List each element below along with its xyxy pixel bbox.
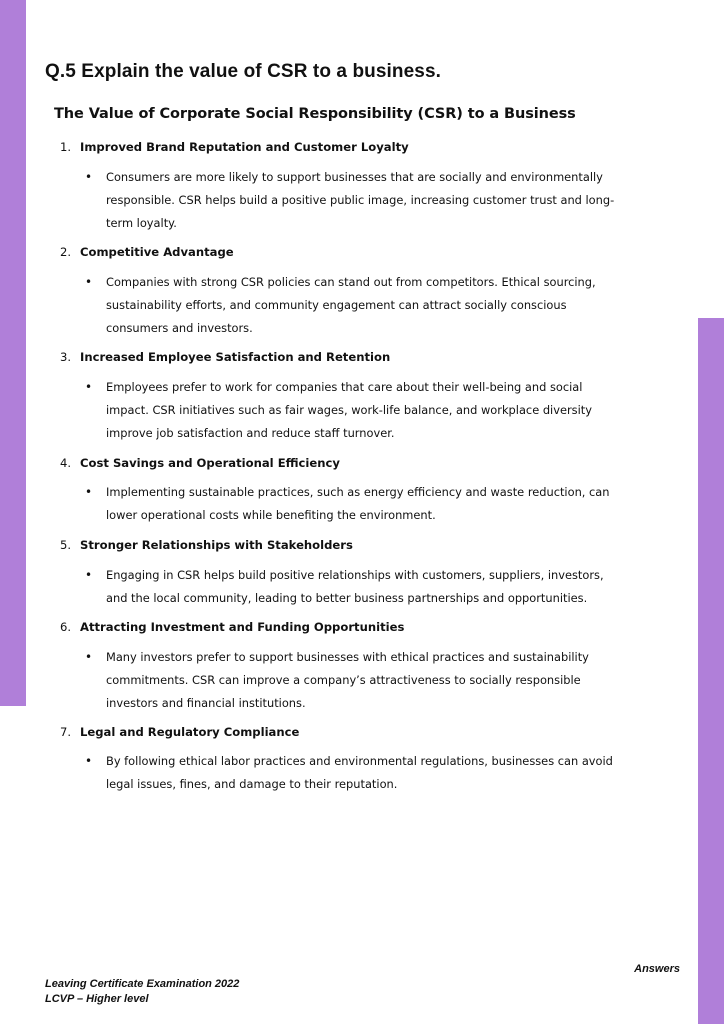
bullet-point bbox=[85, 564, 625, 610]
footer-exam-info bbox=[45, 977, 239, 1007]
list-item-title bbox=[60, 350, 390, 364]
footer-answers-label: Answers bbox=[634, 963, 680, 975]
list-item-number: 5. bbox=[60, 538, 72, 552]
list-item-heading: Cost Savings and Operational Efficiency bbox=[80, 456, 340, 470]
bullet-text-line: lower operational costs while benefiting the environment. bbox=[106, 508, 436, 522]
bullet-point bbox=[85, 271, 625, 340]
bullet-icon: • bbox=[85, 754, 93, 768]
list-item-title bbox=[60, 538, 353, 552]
list-item-heading: Attracting Investment and Funding Opportunities bbox=[80, 620, 405, 634]
list-item-title bbox=[60, 456, 340, 470]
list-item-title bbox=[60, 140, 409, 154]
bullet-icon: • bbox=[85, 650, 93, 664]
bullet-point bbox=[85, 481, 625, 527]
list-item-title bbox=[60, 620, 404, 634]
bullet-text-line: Engaging in CSR helps build positive relationships with customers, suppliers, investors, bbox=[106, 568, 604, 582]
question-title: Q.5 Explain the value of CSR to a business. bbox=[45, 61, 442, 82]
bullet-text-line: Consumers are more likely to support businesses that are socially and environmentally bbox=[106, 170, 603, 184]
list-item-heading: Legal and Regulatory Compliance bbox=[80, 725, 300, 739]
list-item-heading: Increased Employee Satisfaction and Retention bbox=[80, 350, 391, 364]
list-item-number: 6. bbox=[60, 620, 72, 634]
bullet-text-line: legal issues, fines, and damage to their reputation. bbox=[106, 777, 398, 791]
left-accent-bar bbox=[0, 0, 26, 706]
list-item-number: 3. bbox=[60, 350, 72, 364]
bullet-text-line: Implementing sustainable practices, such as energy efficiency and waste reduction, can bbox=[106, 485, 610, 499]
list-item-heading: Competitive Advantage bbox=[80, 245, 234, 259]
bullet-icon: • bbox=[85, 568, 93, 582]
list-item-title bbox=[60, 725, 299, 739]
bullet-text-line: responsible. CSR helps build a positive public image, increasing customer trust and long- bbox=[106, 193, 615, 207]
bullet-text-line: improve job satisfaction and reduce staff turnover. bbox=[106, 426, 395, 440]
bullet-text-line: sustainability efforts, and community engagement can attract socially conscious bbox=[106, 298, 567, 312]
bullet-text-line: commitments. CSR can improve a company’s attractiveness to socially responsible bbox=[106, 673, 581, 687]
bullet-icon: • bbox=[85, 485, 93, 499]
bullet-text-line: Companies with strong CSR policies can stand out from competitors. Ethical sourcing, bbox=[106, 275, 596, 289]
footer-exam-title: Leaving Certificate Examination 2022 bbox=[45, 978, 240, 990]
bullet-point bbox=[85, 750, 625, 796]
list-item-heading: Stronger Relationships with Stakeholders bbox=[80, 538, 353, 552]
footer-exam-level: LCVP – Higher level bbox=[45, 993, 149, 1005]
bullet-text-line: consumers and investors. bbox=[106, 321, 253, 335]
list-item-title bbox=[60, 245, 234, 259]
bullet-text-line: Employees prefer to work for companies that care about their well-being and social bbox=[106, 380, 583, 394]
list-item-heading: Improved Brand Reputation and Customer Loyalty bbox=[80, 140, 409, 154]
bullet-icon: • bbox=[85, 170, 93, 184]
bullet-text-line: term loyalty. bbox=[106, 216, 177, 230]
list-item-number: 4. bbox=[60, 456, 72, 470]
bullet-text-line: impact. CSR initiatives such as fair wages, work-life balance, and workplace diversity bbox=[106, 403, 592, 417]
right-accent-bar bbox=[698, 318, 724, 1024]
bullet-point bbox=[85, 166, 625, 235]
list-item-number: 1. bbox=[60, 140, 72, 154]
bullet-point bbox=[85, 646, 625, 715]
list-item-number: 7. bbox=[60, 725, 72, 739]
section-heading: The Value of Corporate Social Responsibility (CSR) to a Business bbox=[54, 106, 576, 122]
bullet-text-line: Many investors prefer to support businesses with ethical practices and sustainability bbox=[106, 650, 589, 664]
bullet-icon: • bbox=[85, 380, 93, 394]
bullet-text-line: and the local community, leading to better business partnerships and opportunities. bbox=[106, 591, 588, 605]
bullet-text-line: By following ethical labor practices and environmental regulations, businesses can avoid bbox=[106, 754, 613, 768]
bullet-point bbox=[85, 376, 625, 445]
bullet-icon: • bbox=[85, 275, 93, 289]
bullet-text-line: investors and financial institutions. bbox=[106, 696, 306, 710]
list-item-number: 2. bbox=[60, 245, 72, 259]
